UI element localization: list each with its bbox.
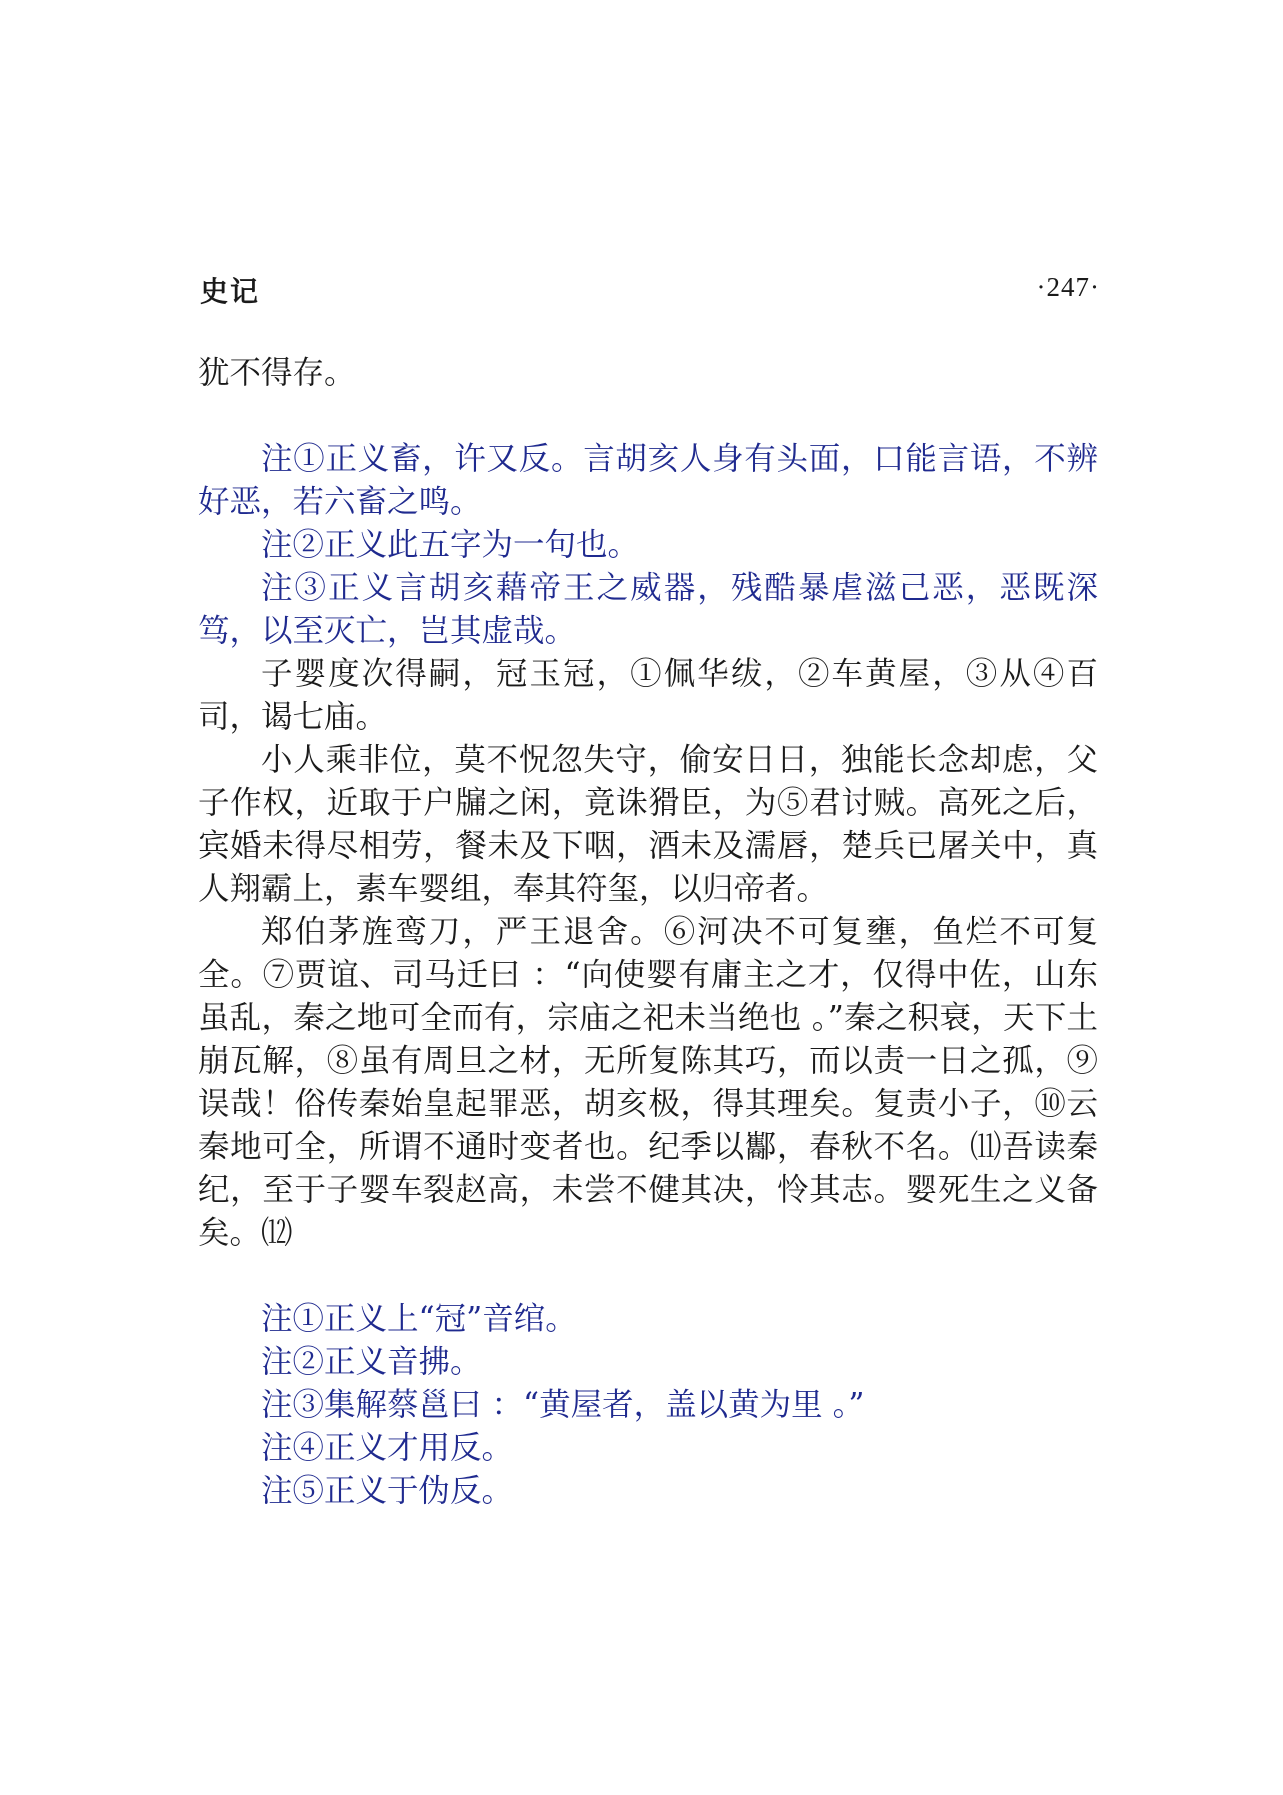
note-paragraph: 注②正义此五字为一句也。	[261, 527, 640, 563]
page-number: ·247·	[1036, 272, 1100, 302]
note-paragraph: 注①正义畜，许又反。言胡亥人身有头面，口能言语，不辨好恶，若六畜之鸣。	[198, 441, 1098, 520]
text-paragraph: 犹不得存。	[198, 355, 356, 391]
note-paragraph: 注③正义言胡亥藉帝王之威器，残酷暴虐滋己恶，恶既深笃，以至灭亡，岂其虚哉。	[198, 570, 1098, 649]
text-paragraph: 小人乘非位，莫不怳忽失守，偷安日日，独能长念却虑，父子作权，近取于户牖之闲，竟诛猾臣，为⑤君讨贼。高死之后，宾婚未得尽相劳，餐未及下咽，酒未及濡唇，楚兵已屠关中，真人翔霸上，素车婴组，奉其符玺，以归帝者。	[198, 742, 1098, 907]
page-body	[198, 352, 1098, 1513]
note-paragraph: 注③集解蔡邕曰 ：“黄屋者，盖以黄为里 。”	[261, 1387, 865, 1423]
note-paragraph: 注②正义音拂。	[261, 1344, 482, 1380]
page-header	[200, 270, 1100, 310]
note-paragraph: 注⑤正义于伪反。	[261, 1473, 514, 1509]
paragraph-gap	[198, 1255, 1098, 1298]
paragraph-gap	[198, 395, 1098, 438]
book-title: 史记	[200, 275, 261, 308]
note-paragraph: 注④正义才用反。	[261, 1430, 514, 1466]
note-paragraph: 注①正义上“冠”音绾。	[261, 1301, 577, 1337]
text-paragraph: 郑伯茅旌鸾刀，严王退舍。⑥河决不可复壅，鱼烂不可复全。⑦贾谊、司马迁曰 ：“向使婴有庸主之才，仅得中佐，山东虽乱，秦之地可全而有，宗庙之祀未当绝也 。”秦之积衰，天下土崩瓦解，⑧虽有周旦之材，无所复陈其巧，而以责一日之孤，⑨误哉！俗传秦始皇起罪恶，胡亥极，得其理矣。复责小子，⑩云秦地可全，所谓不通时变者也。纪季以酅，春秋不名。⑾吾读秦纪，至于子婴车裂赵高，未尝不健其决，怜其志。婴死生之义备矣。⑿	[198, 914, 1098, 1251]
text-paragraph: 子婴度次得嗣，冠玉冠，①佩华绂，②车黄屋，③从④百司，谒七庙。	[198, 656, 1098, 735]
